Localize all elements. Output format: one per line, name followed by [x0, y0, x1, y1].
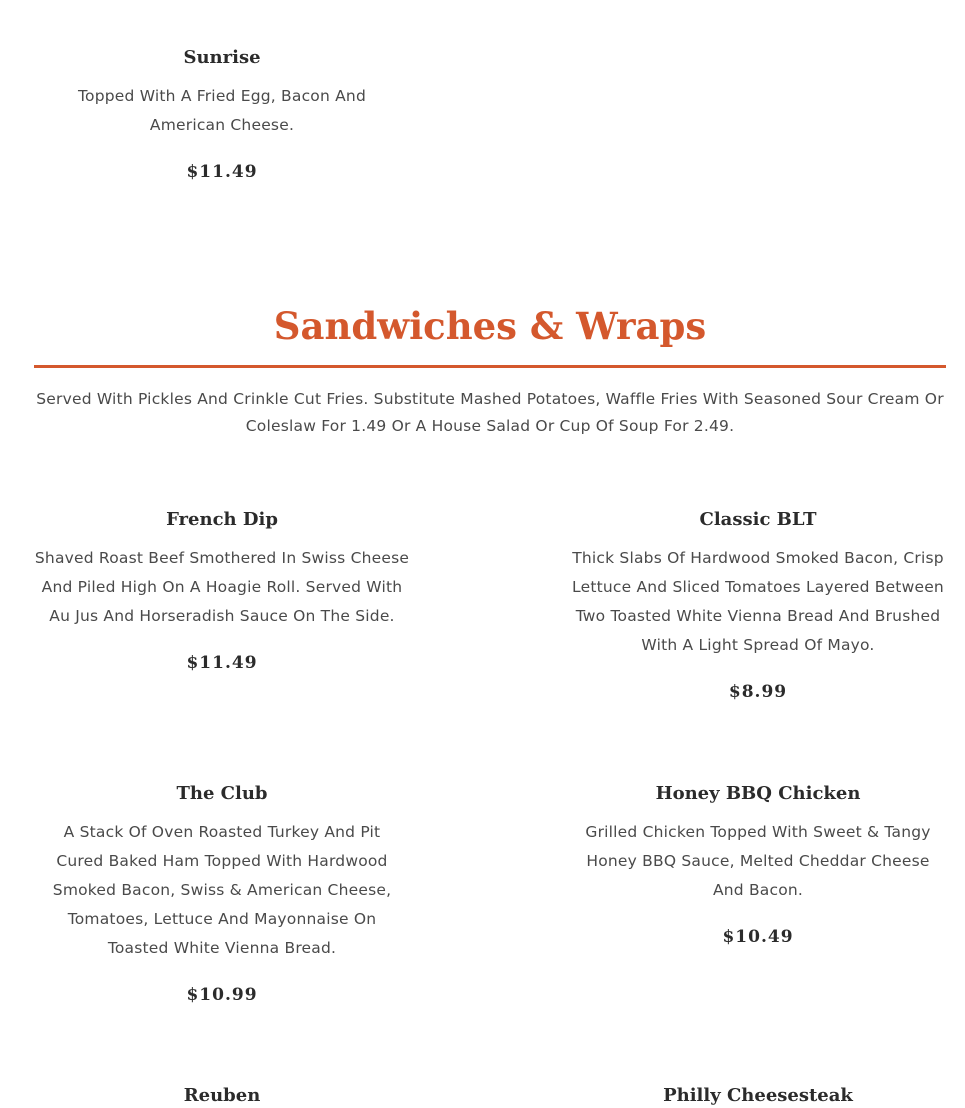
- item-price: $8.99: [728, 682, 788, 702]
- menu-item-philly-cheesesteak: [570, 1084, 946, 1108]
- item-name: Reuben: [183, 1085, 261, 1106]
- item-price: $11.49: [186, 162, 258, 182]
- item-name: Philly Cheesesteak: [663, 1085, 853, 1106]
- item-description: Grilled Chicken Topped With Sweet & Tangy Honey BBQ Sauce, Melted Cheddar Cheese And Bacon.: [585, 823, 931, 899]
- item-price: $10.49: [722, 927, 794, 947]
- item-price: $11.49: [186, 653, 258, 673]
- menu-item-honey-bbq-chicken: [570, 782, 946, 949]
- item-description: Shaved Roast Beef Smothered In Swiss Cheese And Piled High On A Hoagie Roll. Served With Au Jus And Horseradish Sauce On The Side.: [34, 549, 410, 625]
- item-description: Topped With A Fried Egg, Bacon And American Cheese.: [78, 87, 366, 134]
- section-title: Sandwiches & Wraps: [273, 304, 707, 348]
- item-description: Thick Slabs Of Hardwood Smoked Bacon, Crisp Lettuce And Sliced Tomatoes Layered Between Two Toasted White Vienna Bread And Brushed With A Light Spread Of Mayo.: [572, 549, 944, 654]
- menu-item-french-dip: [34, 508, 410, 675]
- item-name: The Club: [176, 783, 268, 804]
- section-divider: [34, 365, 946, 368]
- menu-item-reuben: [34, 1084, 410, 1108]
- item-name: Honey BBQ Chicken: [655, 783, 861, 804]
- item-price: $10.99: [186, 985, 258, 1005]
- section-note: Served With Pickles And Crinkle Cut Fries. Substitute Mashed Potatoes, Waffle Fries With Seasoned Sour Cream Or Coleslaw For 1.49 Or A House Salad Or Cup Of Soup For 2.49.: [36, 390, 944, 435]
- item-name: Sunrise: [183, 47, 261, 68]
- item-name: Classic BLT: [699, 509, 817, 530]
- item-name: French Dip: [166, 509, 278, 530]
- menu-item-classic-blt: [570, 508, 946, 704]
- menu-item-the-club: [34, 782, 410, 1007]
- menu-item-sunrise: [34, 46, 410, 184]
- item-description: A Stack Of Oven Roasted Turkey And Pit Cured Baked Ham Topped With Hardwood Smoked Bacon, Swiss & American Cheese, Tomatoes, Lettuce And Mayonnaise On Toasted White Vienna Bread.: [52, 823, 392, 957]
